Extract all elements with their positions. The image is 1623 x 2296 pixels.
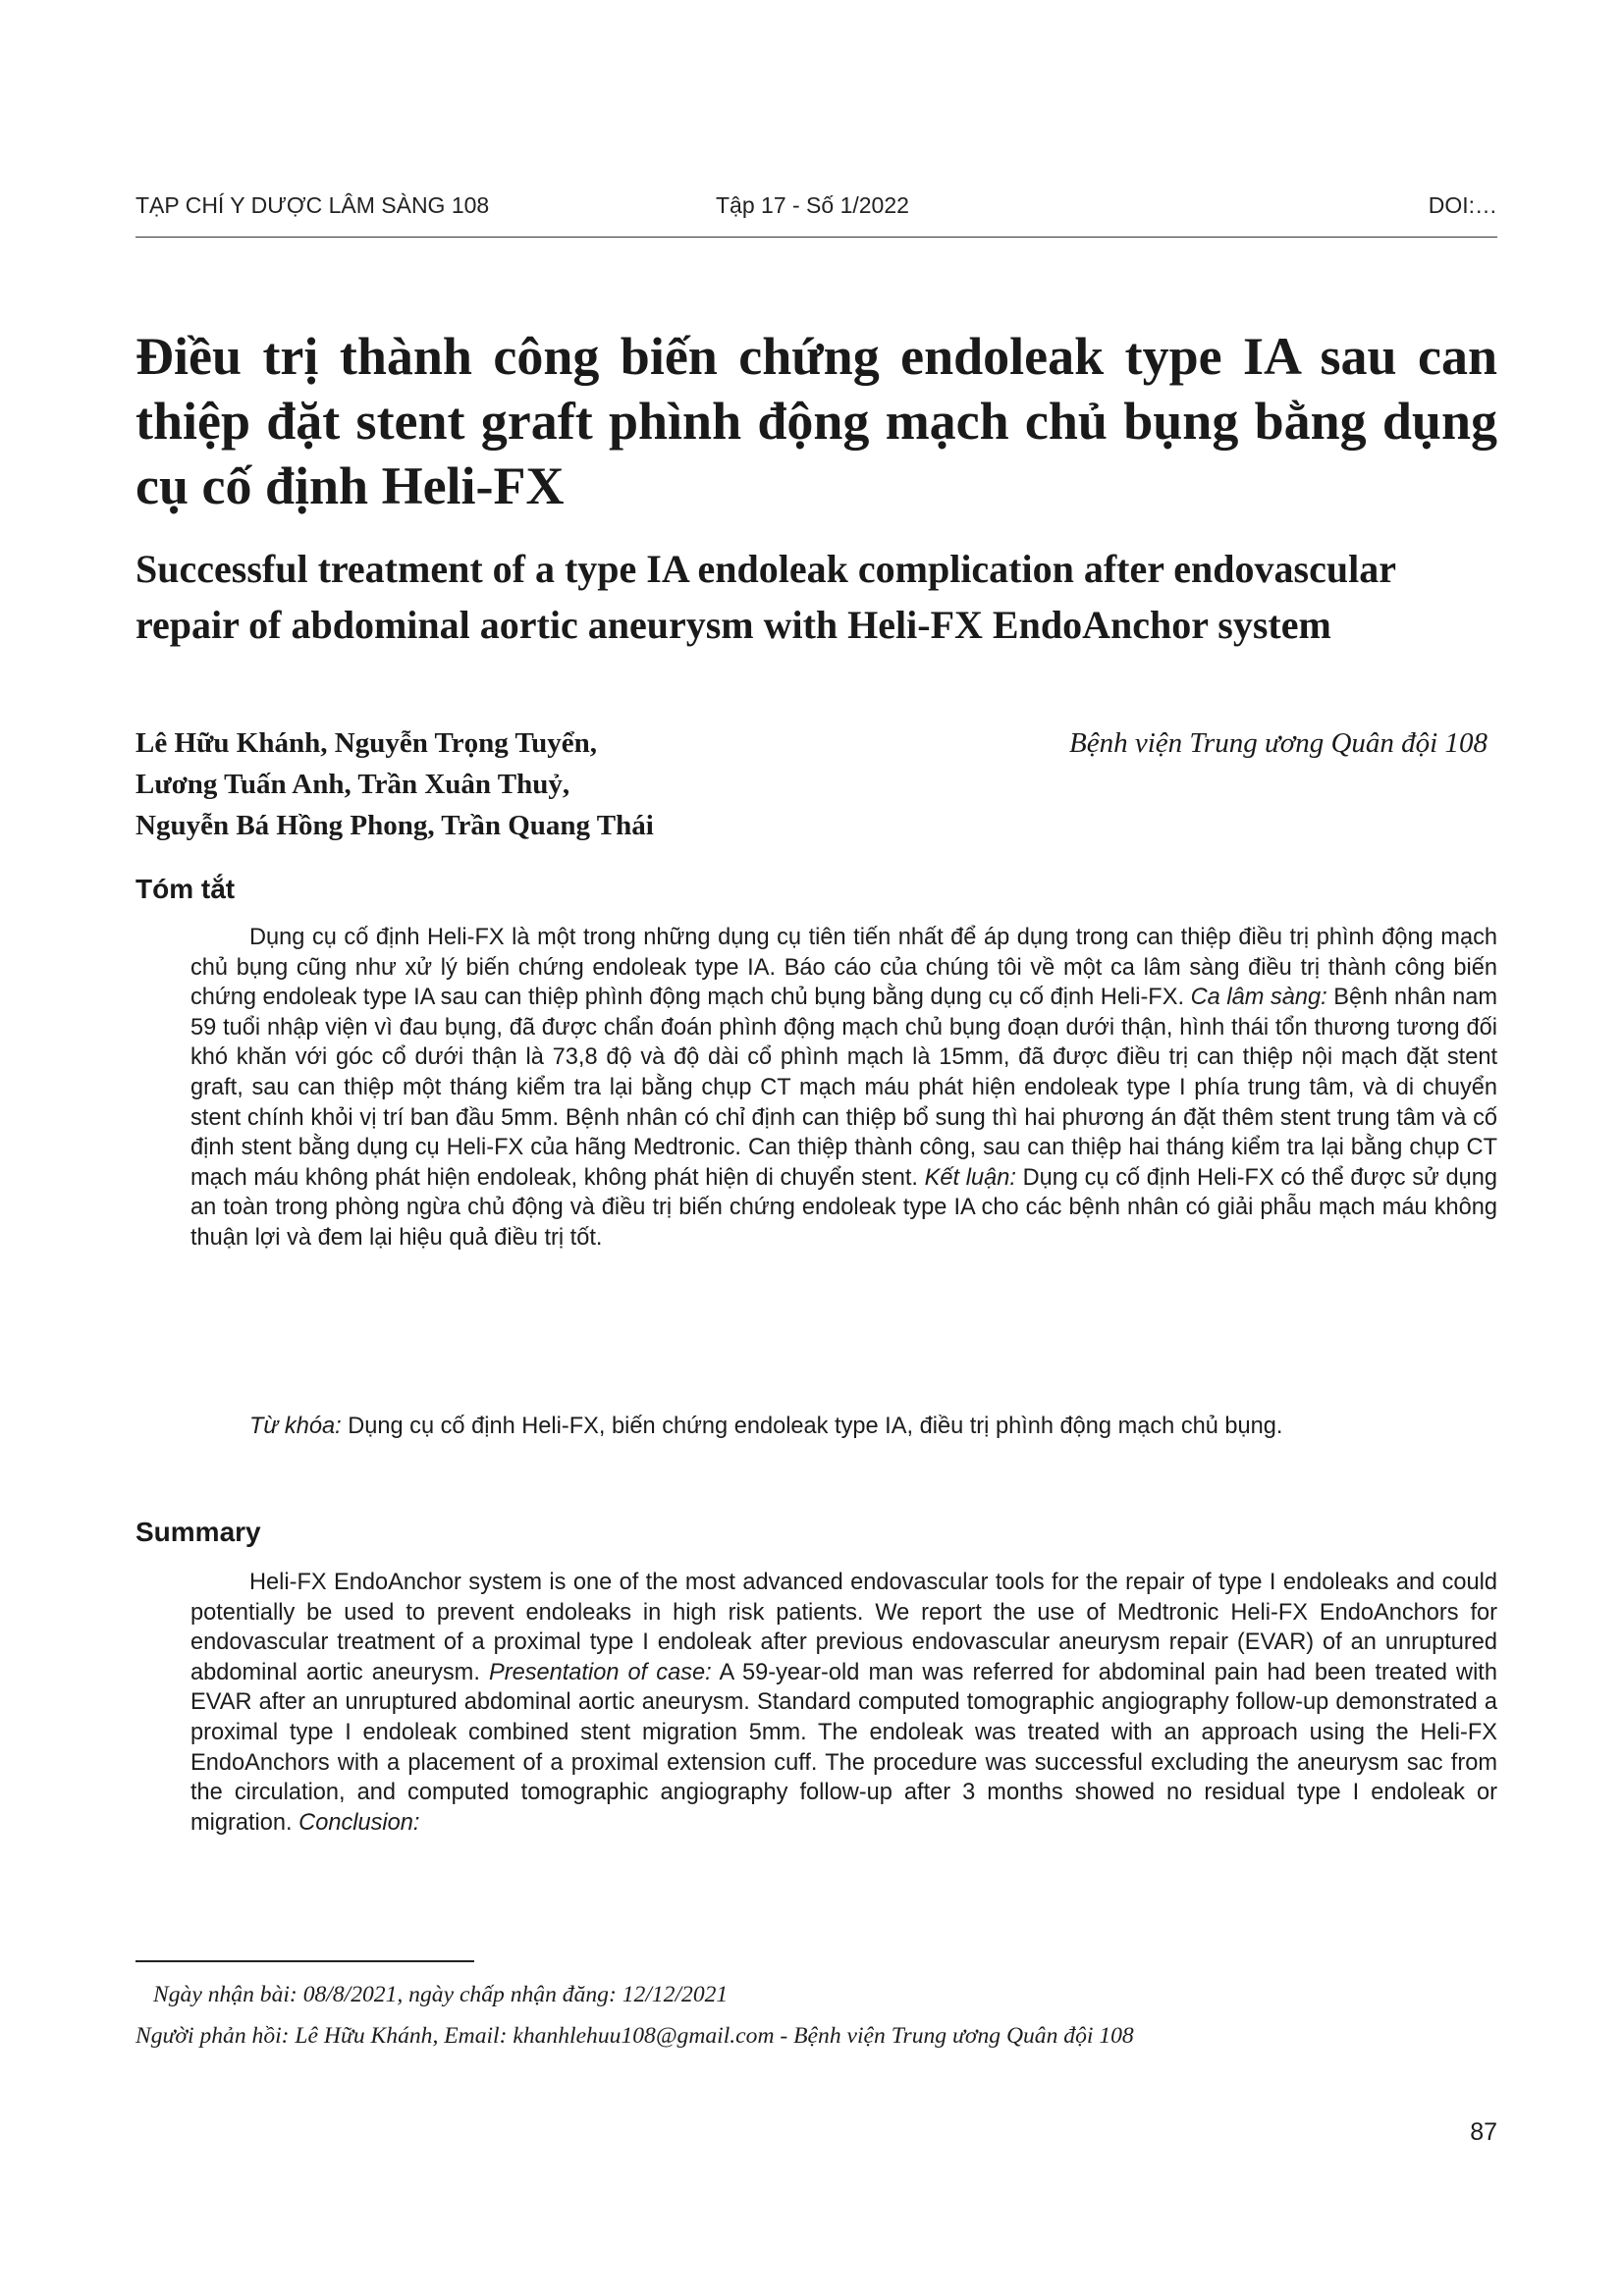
footnote-correspondence: Người phản hồi: Lê Hữu Khánh, Email: khanhlehuu108@gmail.com - Bệnh viện Trung ương Quân đội 108 [135,2023,1134,2049]
running-header [135,192,1497,222]
author-line: Lương Tuấn Anh, Trần Xuân Thuỷ, [135,769,570,800]
title-english: Successful treatment of a type IA endoleak complication after endovascular repair of abdominal aortic aneurysm with Heli-FX EndoAnchor system [135,547,1396,647]
author-list [135,722,823,846]
journal-name: TẠP CHÍ Y DƯỢC LÂM SÀNG 108 [135,192,490,218]
issue-number: Tập 17 - Số 1/2022 [716,192,909,218]
author-line: Lê Hữu Khánh, Nguyễn Trọng Tuyển, [135,727,598,759]
doi-label: DOI:… [1428,192,1497,218]
title-vietnamese: Điều trị thành công biến chứng endoleak type IA sau can thiệp đặt stent graft phình động mạch chủ bụng bằng dụng cụ cố định Heli-FX [135,327,1497,515]
indent-spacer [190,1414,249,1439]
abstract-vi-conclusion: Dụng cụ cố định Heli-FX có thể được sử dụng an toàn trong phòng ngừa chủ động và điều trị biến chứng endoleak type IA cho các bệnh nhân có giải phẫu mạch máu không thuận lợi và đem lại hiệu quả điều trị tốt. [190,1164,1497,1251]
indent-spacer [190,925,249,950]
author-affiliation: Bệnh viện Trung ương Quân đội 108 [1069,727,1488,759]
abstract-en-case-label: Presentation of case: [488,1659,712,1685]
abstract-vi-intro: Dụng cụ cố định Heli-FX là một trong những dụng cụ tiên tiến nhất để áp dụng trong can thiệp điều trị phình động mạch chủ bụng cũng như xử lý biến chứng endoleak type IA. Báo cáo của chúng tôi về một ca lâm sàng điều trị thành công biến chứng endoleak type IA sau can thiệp phình động mạch chủ bụng bằng dụng cụ cố định Heli-FX. [190,925,1497,1011]
abstract-en-case: A 59-year-old man was referred for abdominal pain had been treated with EVAR after an unruptured abdominal aortic aneurysm. Standard computed tomographic angiography follow-up demonstrated a proximal type I endoleak combined stent migration 5mm. The endoleak was treated with an approach using the Heli-FX EndoAnchors with a placement of a proximal extension cuff. The procedure was successful excluding the aneurysm sac from the circulation, and computed tomographic angiography follow-up after 3 months showed no residual type I endoleak or migration. [190,1659,1497,1836]
abstract-vi-conclusion-label: Kết luận: [924,1164,1016,1191]
footnote-received-date: Ngày nhận bài: 08/8/2021, ngày chấp nhận đăng: 12/12/2021 [153,1982,729,2007]
abstract-en-heading: Summary [135,1517,261,1547]
indent-spacer [190,1570,249,1595]
abstract-en-conclusion-label: Conclusion: [298,1809,420,1836]
abstract-en-paragraph [190,1568,1497,1838]
page-number: 87 [1470,2118,1497,2146]
header-divider [135,237,1497,238]
abstract-en-intro: Heli-FX EndoAnchor system is one of the most advanced endovascular tools for the repair of type I endoleaks and could potentially be used to prevent endoleaks in high risk patients. We report the use of Medtronic Heli-FX EndoAnchors for endovascular treatment of a proximal type I endoleak after previous endovascular aneurysm repair (EVAR) of an unruptured abdominal aortic aneurysm. [190,1570,1497,1685]
author-line: Nguyễn Bá Hồng Phong, Trần Quang Thái [135,810,654,841]
abstract-vi-case-label: Ca lâm sàng: [1190,985,1327,1011]
abstract-vi-case: Bệnh nhân nam 59 tuổi nhập viện vì đau bụng, đã được chẩn đoán phình động mạch chủ bụng đoạn dưới thận, hình thái tổn thương tương đối khó khăn với góc cổ dưới thận là 73,8 độ và độ dài cổ phình mạch là 15mm, đã được điều trị can thiệp nội mạch đặt stent graft, sau can thiệp một tháng kiểm tra lại bằng chụp CT mạch máu phát hiện endoleak type I phía trung tâm, và di chuyển stent chính khỏi vị trí ban đầu 5mm. Bệnh nhân có chỉ định can thiệp bổ sung thì hai phương án đặt thêm stent trung tâm và cố định stent bằng dụng cụ Heli-FX của hãng Medtronic. Can thiệp thành công, sau can thiệp hai tháng kiểm tra lại bằng chụp CT mạch máu không phát hiện endoleak, không phát hiện di chuyển stent. [190,985,1497,1191]
footnote-divider [135,1960,474,1962]
abstract-vi-paragraph [190,923,1497,1254]
keywords-text: Dụng cụ cố định Heli-FX, biến chứng endoleak type IA, điều trị phình động mạch chủ bụng. [348,1414,1283,1439]
abstract-vi-heading: Tóm tắt [135,874,236,904]
keywords-paragraph [190,1412,1497,1442]
keywords-label: Từ khóa: [249,1414,342,1439]
